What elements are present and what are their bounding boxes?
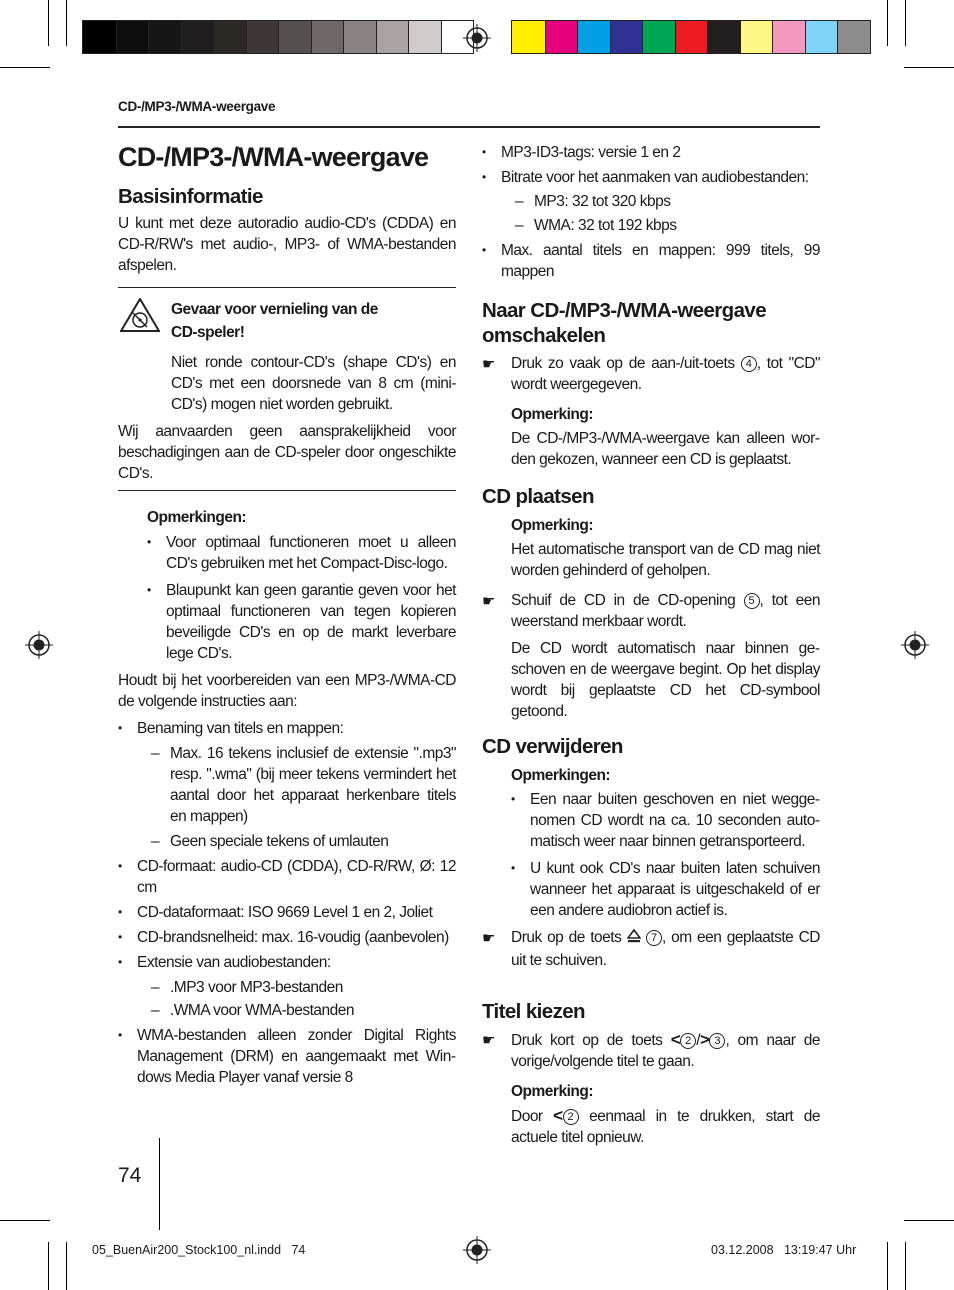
color-calibration-bar [511,20,871,54]
key-number-badge: 3 [709,1033,725,1049]
basis-text: U kunt met deze autoradio audio-CD's (CDDA) en CD-R/RW's met audio-, MP3- of WMA-bestanden afspelen. [118,215,456,274]
crop-mark [48,1242,49,1290]
crop-mark [904,1220,954,1221]
crop-mark [48,0,49,46]
notes-title: Opmerkingen: [147,509,247,526]
note-text: De CD-/MP3-/WMA-weergave kan alleen worden gekozen, wanneer een CD is geplaatst. [511,430,820,468]
list-item: • Bitrate voor het aanmaken van audiobestanden: [482,167,820,188]
warning-title: Gevaar voor vernieling van de CD-speler! [171,301,378,341]
section-heading-insert: CD plaatsen [482,485,594,508]
instruction-step [482,927,820,971]
crop-mark [0,1220,50,1221]
note-text [511,1105,820,1148]
instruction-step [482,590,820,632]
warning-cd-icon [120,298,160,332]
liability-text: Wij aanvaarden geen aansprakelijkheid voor beschadigingen aan de CD-speler door ongeschikte CD's. [118,423,456,482]
running-header: CD-/MP3-/WMA-weergave [118,99,276,114]
list-item: • CD-dataformaat: ISO 9669 Level 1 en 2, Joliet [118,902,456,923]
color-swatch [837,21,870,53]
crop-mark [904,67,954,68]
step-text: , tot "CD" wordt weergegeven. [511,355,820,393]
color-swatch [512,21,545,53]
note-block [482,404,820,470]
sub-list-item: – Geen speciale tekens of umlauten [118,831,456,852]
color-swatch [83,21,116,53]
color-swatch [408,21,441,53]
sub-list-item: – MP3: 32 tot 320 kbps [482,191,820,212]
sub-list-item: – .MP3 voor MP3-bestanden [118,977,456,998]
section-heading-remove: CD verwijderen [482,735,623,758]
pointing-hand-icon: ☛ [482,593,495,610]
pointing-hand-icon: ☛ [482,1032,495,1049]
right-column [482,142,820,1148]
color-swatch [246,21,279,53]
list-item: • MP3-ID3-tags: versie 1 en 2 [482,142,820,163]
color-swatch [311,21,344,53]
step-text: Druk op de toets [511,929,622,946]
note-title: Opmerking: [511,406,593,423]
color-swatch [376,21,409,53]
list-item: • CD-formaat: audio-CD (CDDA), CD-R/RW, Ø: 12 cm [118,856,456,898]
color-swatch [772,21,805,53]
page-number: 74 [118,1164,142,1187]
crop-mark [66,1242,67,1290]
color-swatch [675,21,708,53]
step-text: , tot een weerstand merkbaar wordt. [511,592,820,630]
color-swatch [740,21,773,53]
notes-block [118,507,456,664]
color-swatch [642,21,675,53]
registration-mark-icon [901,631,929,659]
page-number-rule [159,1138,160,1230]
note-text-part: Door [511,1108,543,1125]
list-item: • Voor optimaal functioneren moet u alleen CD's gebruiken met het Compact-Disc-logo. [147,532,456,574]
note-title: Opmerking: [511,1083,593,1100]
crop-mark [0,67,50,68]
warning-box [118,287,456,491]
color-swatch [148,21,181,53]
step-text: , om naar de vorige/volgende titel te gaan. [511,1032,820,1070]
section-heading-title: Titel kiezen [482,1000,585,1023]
key-number-badge: 2 [680,1033,696,1049]
color-swatch [278,21,311,53]
color-swatch [577,21,610,53]
prep-text: Houdt bij het voorbereiden van een MP3-/WMA-CD de volgende instructies aan: [118,672,456,710]
crop-mark [905,0,906,46]
color-swatch [213,21,246,53]
list-item: • Benaming van titels en mappen: [118,718,456,739]
sub-list-item: – Max. 16 tekens inclusief de extensie ".mp3" resp. ".wma" (bij meer tekens vermindert het aantal door het apparaat herkenbare titels en mappen) [118,743,456,827]
note-text: Het automatische transport van de CD mag niet worden gehinderd of geholpen. [511,541,820,579]
pointing-hand-icon: ☛ [482,356,495,373]
list-item: • Extensie van audiobestanden: [118,952,456,973]
list-item: • CD-brandsnelheid: max. 16-voudig (aanbevolen) [118,927,456,948]
footer-filename: 05_BuenAir200_Stock100_nl.indd 74 [92,1243,306,1257]
key-number-badge: 7 [646,930,662,946]
note-title: Opmerking: [511,517,593,534]
color-swatch [116,21,149,53]
sub-list-item: – .WMA voor WMA-bestanden [118,1000,456,1021]
list-item: • Een naar buiten geschoven en niet weggenomen CD wordt na ca. 10 seconden automatisch weer naar binnen getransporteerd. [511,789,820,852]
note-block [482,515,820,581]
color-swatch [181,21,214,53]
step-text: Druk zo vaak op de aan-/uit-toets [511,355,735,372]
sub-list-item: – WMA: 32 tot 192 kbps [482,215,820,236]
step-text: Druk kort op de toets [511,1032,663,1049]
registration-mark-icon [463,1236,491,1264]
registration-mark-icon [25,631,53,659]
step-text: Schuif de CD in de CD-opening [511,592,736,609]
instruction-step [482,1029,820,1072]
color-swatch [805,21,838,53]
separator-slash: / [696,1032,700,1049]
list-item: • U kunt ook CD's naar buiten laten schuiven wanneer het apparaat is uitgeschakeld of er een andere audiobron actief is. [511,858,820,921]
footer-date: 03.12.2008 13:19:47 Uhr [711,1243,857,1257]
section-heading-switch: Naar CD-/MP3-/WMA-weergave omschakelen [482,299,766,347]
insert-description: De CD wordt automatisch naar binnen geschoven en de weergave begint. Op het display wordt bij geplaatste CD het CD-symbool getoond. [511,640,820,720]
crop-mark [66,0,67,46]
pointing-hand-icon: ☛ [482,930,495,947]
notes-title: Opmerkingen: [511,767,611,784]
chevron-left-icon: < [670,1030,681,1049]
left-column [118,140,456,1088]
crop-mark [887,0,888,46]
list-item: • Blaupunkt kan geen garantie geven voor het optimaal functioneren van tegen kopieren beveiligde CD's en op de markt leverbare lege CD's. [147,580,456,664]
color-swatch [610,21,643,53]
crop-mark [905,1242,906,1290]
chevron-right-icon: > [700,1030,710,1049]
key-number-badge: 5 [744,593,760,609]
key-number-badge: 4 [741,356,757,372]
warning-text: Niet ronde contour-CD's (shape CD's) en CD's met een doorsnede van 8 cm (mini-CD's) mogen niet worden gebruikt. [171,354,456,413]
list-item: • Max. aantal titels en mappen: 999 titels, 99 mappen [482,240,820,282]
page-title: CD-/MP3-/WMA-weergave [118,142,429,172]
section-heading-basisinformatie: Basisinformatie [118,185,263,208]
color-swatch [545,21,578,53]
eject-icon [627,928,641,950]
color-swatch [343,21,376,53]
chevron-left-icon: < [553,1106,563,1125]
instruction-step [482,353,820,395]
note-text-part: eenmaal in te drukken, start de actuele titel opnieuw. [511,1108,820,1146]
list-item: • WMA-bestanden alleen zonder Digital Rights Management (DRM) en aangemaakt met Windows Media Player vanaf versie 8 [118,1025,456,1088]
note-block [482,1081,820,1148]
registration-mark-icon [463,24,491,52]
crop-mark [887,1242,888,1290]
key-number-badge: 2 [563,1109,579,1125]
header-rule [118,126,820,128]
notes-block [482,765,820,921]
color-swatch [707,21,740,53]
grayscale-calibration-bar [82,20,474,54]
step-text: , om een geplaatste CD uit te schuiven. [511,929,821,969]
